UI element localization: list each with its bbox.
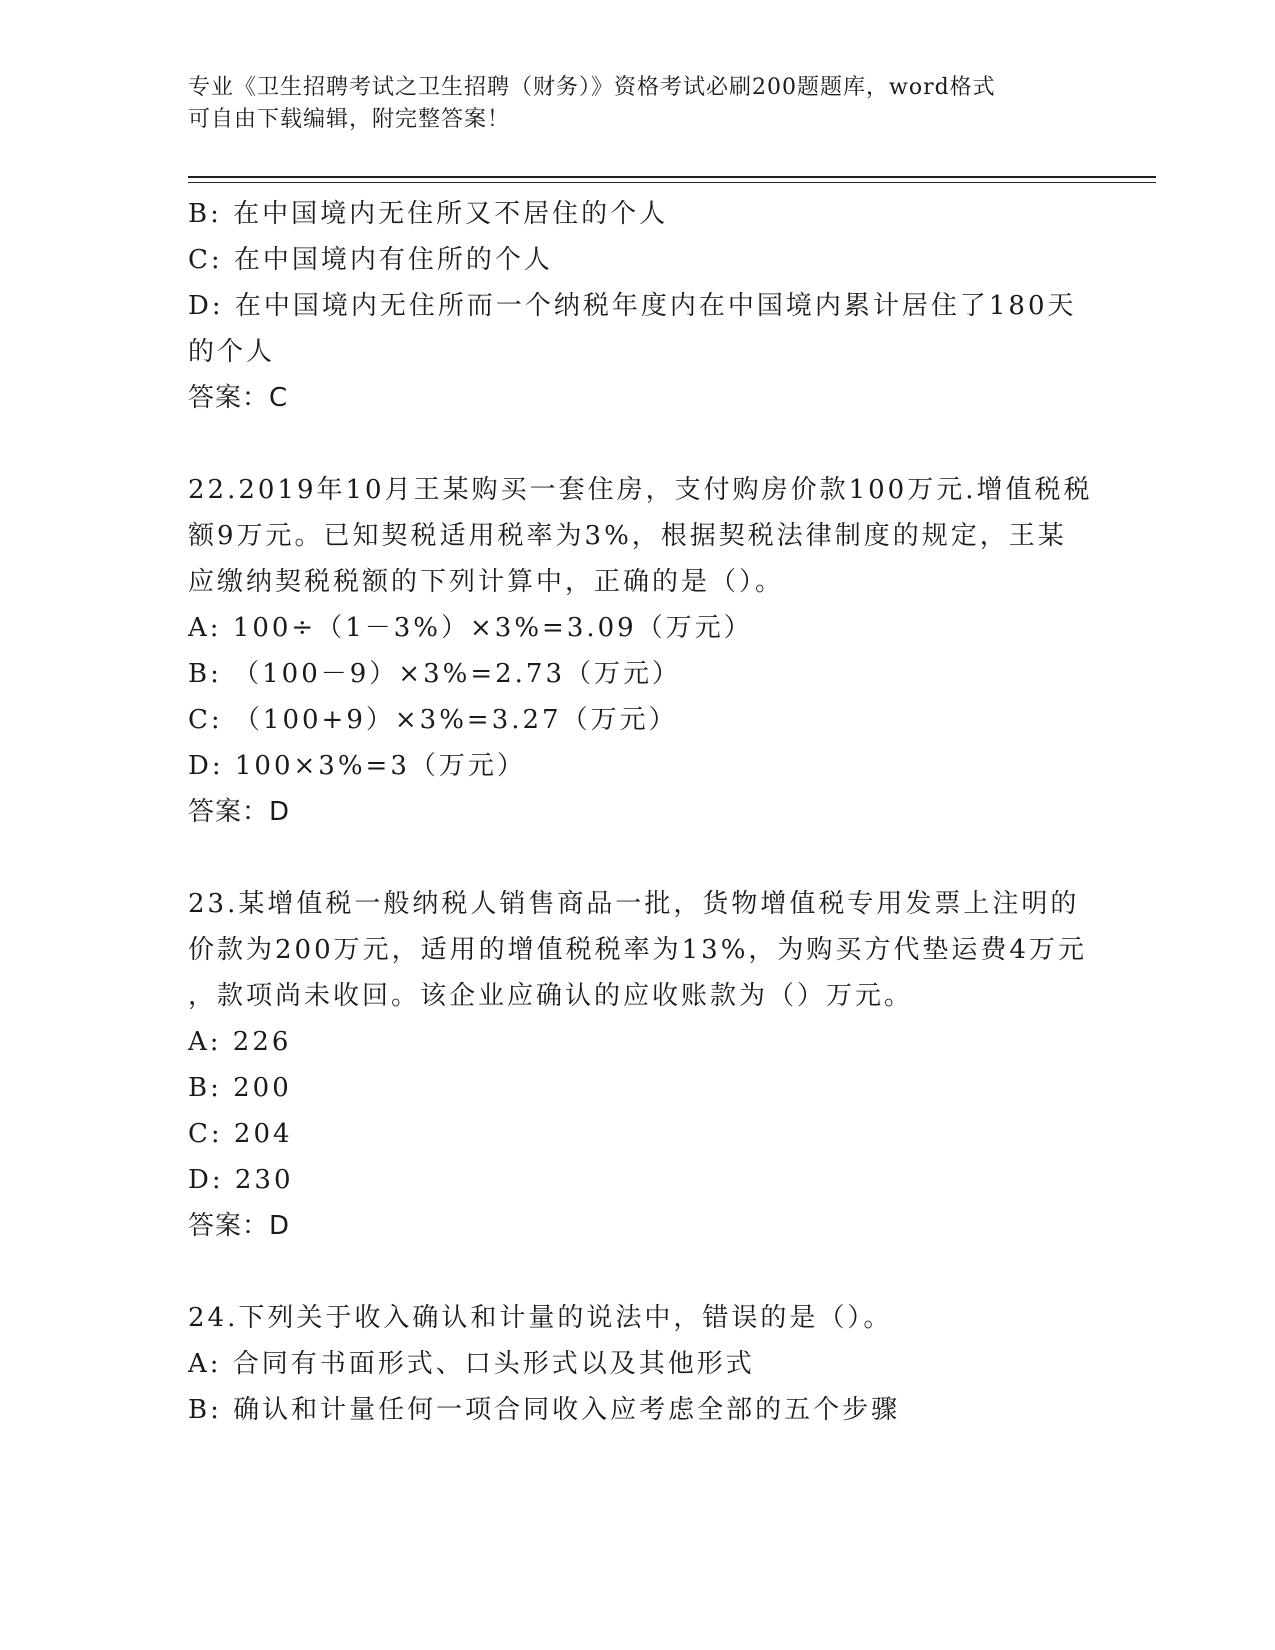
spacer <box>188 1249 1088 1295</box>
option-a: A: 226 <box>188 1027 292 1057</box>
question-22 <box>188 467 1093 835</box>
option-b: B: 在中国境内无住所又不居住的个人 <box>188 199 669 229</box>
option-c: C: 204 <box>188 1119 293 1149</box>
spacer <box>188 835 1088 881</box>
option-d-continued: 的个人 <box>188 337 276 367</box>
spacer <box>188 421 1088 467</box>
question-23 <box>188 881 1088 1249</box>
option-b: B: （100－9）×3%=2.73（万元） <box>188 659 682 689</box>
option-d: D: 230 <box>188 1165 294 1195</box>
answer: 答案：D <box>188 797 291 827</box>
header-title-line2: 可自由下载编辑，附完整答案！ <box>188 107 511 132</box>
option-d: D: 100×3%=3（万元） <box>188 751 526 781</box>
option-a: A: 100÷（1－3%）×3%=3.09（万元） <box>188 613 753 643</box>
question-stem: 24.下列关于收入确认和计量的说法中，错误的是（）。 <box>188 1303 893 1333</box>
question-stem: 应缴纳契税税额的下列计算中，正确的是（）。 <box>188 567 785 597</box>
answer: 答案：C <box>188 383 289 413</box>
header-title-line1: 专业《卫生招聘考试之卫生招聘（财务）》资格考试必刷200题题库，word格式 <box>188 75 996 100</box>
option-c: C: 在中国境内有住所的个人 <box>188 245 553 275</box>
question-21 <box>188 191 1088 421</box>
document-header <box>188 72 1068 136</box>
header-divider-thick <box>188 176 1156 178</box>
question-stem: 价款为200万元，适用的增值税税率为13%，为购买方代垫运费4万元 <box>188 935 1087 965</box>
header-divider-thin <box>188 182 1156 183</box>
answer: 答案：D <box>188 1211 291 1241</box>
document-body <box>188 191 1093 1433</box>
question-stem: ，款项尚未收回。该企业应确认的应收账款为（）万元。 <box>188 981 914 1011</box>
question-24 <box>188 1295 1088 1433</box>
option-d: D: 在中国境内无住所而一个纳税年度内在中国境内累计居住了180天 <box>188 291 1077 321</box>
question-stem: 23.某增值税一般纳税人销售商品一批，货物增值税专用发票上注明的 <box>188 889 1080 919</box>
question-stem: 额9万元。已知契税适用税率为3%，根据契税法律制度的规定，王某 <box>188 521 1067 551</box>
option-c: C: （100+9）×3%=3.27（万元） <box>188 705 678 735</box>
option-b: B: 200 <box>188 1073 292 1103</box>
option-a: A: 合同有书面形式、口头形式以及其他形式 <box>188 1349 755 1379</box>
option-b: B: 确认和计量任何一项合同收入应考虑全部的五个步骤 <box>188 1395 901 1425</box>
question-stem: 22.2019年10月王某购买一套住房，支付购房价款100万元.增值税税 <box>188 475 1093 505</box>
